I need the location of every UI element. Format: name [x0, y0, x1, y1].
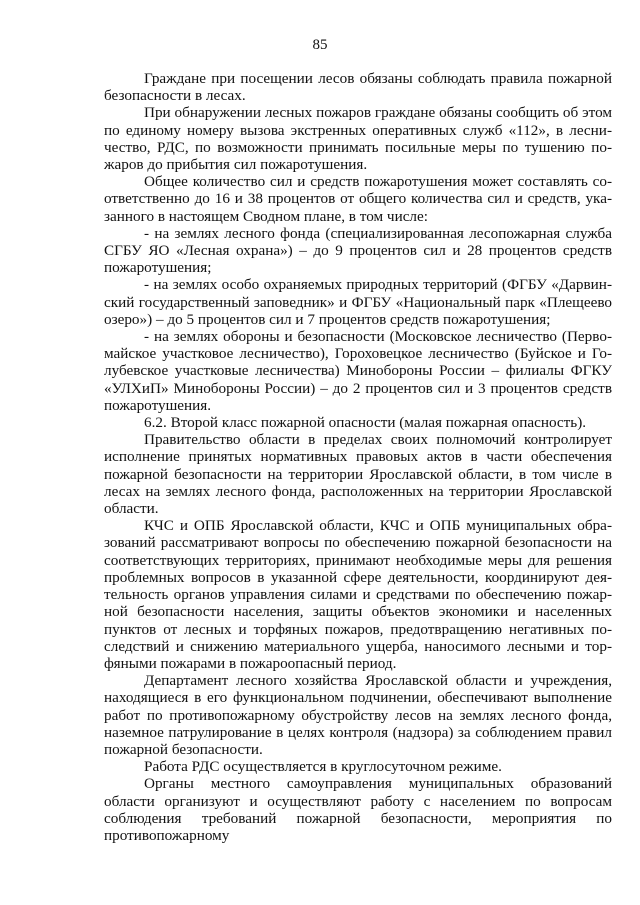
- list-item-defense-lands: - на землях обороны и безопасности (Московское лесничество (Первомайское участковое лесничество), Гороховецкое лесничество (Буйское и Голубевское участковые лесничества) Минобороны России – филиалы ФГКУ «УЛХиП» Минобороны России) – до 2 процентов сил и 3 процентов средств пожаротушения.: [104, 328, 612, 414]
- list-item-forest-fund: - на землях лесного фонда (специализированная лесопожарная служба СГБУ ЯО «Лесная охрана») – до 9 процентов сил и 28 процентов средств пожаротушения;: [104, 224, 612, 277]
- page-number: 85: [312, 37, 328, 53]
- paragraph-kchs-opb: КЧС и ОПБ Ярославской области, КЧС и ОПБ муниципальных образований рассматривают вопросы по обеспечению пожарной безопасности на соответствующих территориях, принимают необходимые меры для решения проблемных вопросов в указанной сфере деятельности, координируют деятельность органов управления силами и средствами по обеспечению пожарной безопасности населения, защиты объектов экономики и населенных пунктов от лесных и торфяных пожаров, предотвращению негативных последствий и снижению материального ущерба, наносимого лесными и торфяными пожарами в пожароопасный период.: [104, 517, 612, 672]
- paragraph-government-control: Правительство области в пределах своих полномочий контролирует исполнение принятых нормативных правовых актов в части обеспечения пожарной безопасности на территории Ярославской области, в том числе в лесах на землях лесного фонда, расположенных на территории Ярославской области.: [104, 431, 612, 518]
- section-heading-6-2: 6.2. Второй класс пожарной опасности (малая пожарная опасность).: [144, 414, 587, 432]
- paragraph-3: Общее количество сил и средств пожаротушения может составлять соответственно до 16 и 38 процентов от общего количества сил и средств, указанного в настоящем Сводном плане, в том числе:: [104, 173, 612, 225]
- paragraph-1: Граждане при посещении лесов обязаны соблюдать правила пожарной безопасности в лесах.: [104, 70, 612, 105]
- list-item-protected-areas: - на землях особо охраняемых природных территорий (ФГБУ «Дарвинский государственный заповедник» и ФГБУ «Национальный парк «Плещеево озеро») – до 5 процентов сил и 7 процентов средств пожаротушения;: [104, 276, 612, 328]
- paragraph-rds-work: Работа РДС осуществляется в круглосуточном режиме.: [144, 758, 502, 776]
- paragraph-forestry-department: Департамент лесного хозяйства Ярославской области и учреждения, находящиеся в его функциональном подчинении, обеспечивают выполнение работ по противопожарному обустройству лесов на землях лесного фонда, наземное патрулирование в целях контроля (надзора) за соблюдением правил пожарной безопасности.: [104, 672, 612, 758]
- document-body: [104, 70, 612, 844]
- paragraph-local-government: Органы местного самоуправления муниципальных образований области организуют и осуществляют работу с населением по вопросам соблюдения требований пожарной безопасности, мероприятия по противопожарному: [104, 775, 612, 844]
- paragraph-2: При обнаружении лесных пожаров граждане обязаны сообщить об этом по единому номеру вызова экстренных оперативных служб «112», в лесничество, РДС, по возможности принимать посильные меры по тушению пожаров до прибытия сил пожаротушения.: [104, 104, 612, 174]
